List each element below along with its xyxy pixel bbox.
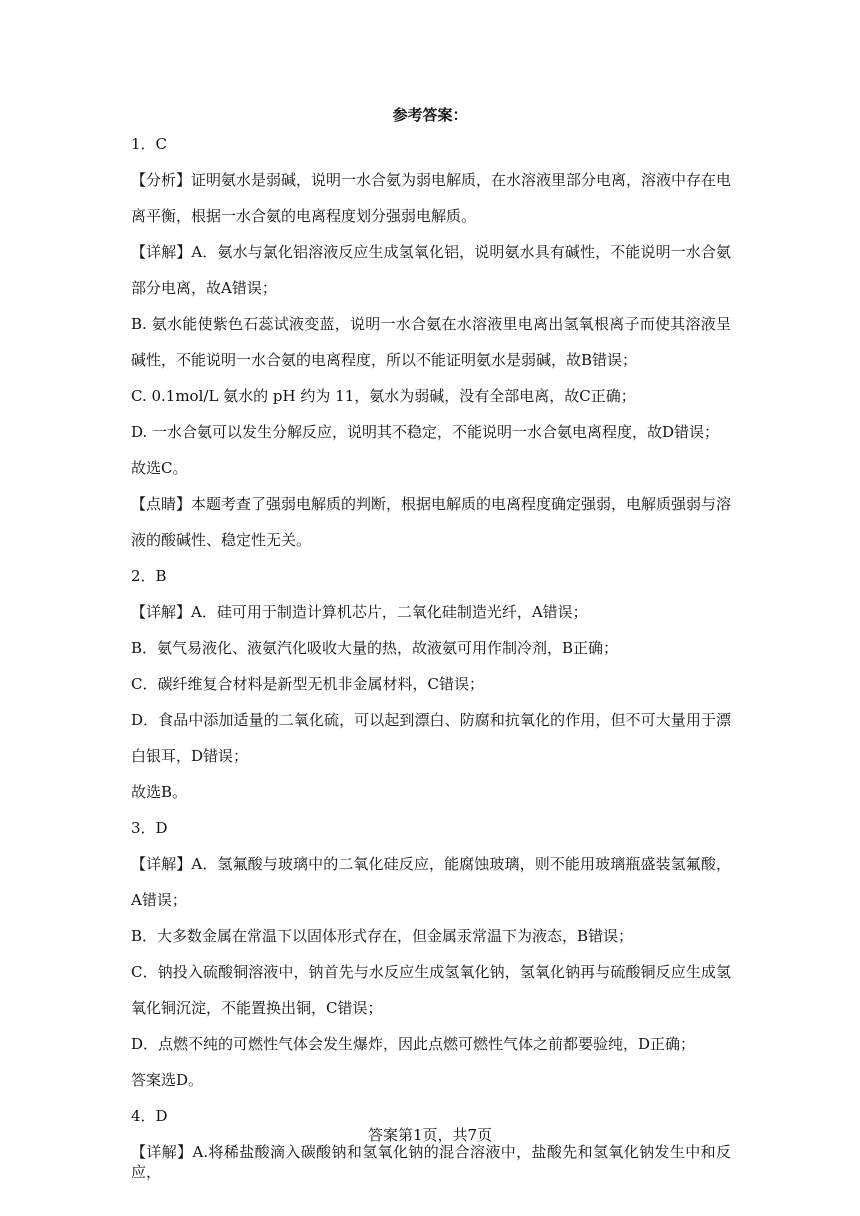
- paragraph: 【详解】A．硅可用于制造计算机芯片，二氧化硅制造光纤，A错误；: [131, 603, 588, 621]
- answer-title: 参考答案：: [392, 106, 468, 124]
- paragraph: 答案选D。: [131, 1071, 204, 1089]
- paragraph: C. 0.1mol/L 氨水的 pH 约为 11，氨水为弱碱，没有全部电离，故C正确；: [131, 387, 636, 405]
- paragraph: D．点燃不纯的可燃性气体会发生爆炸，因此点燃可燃性气体之前都要验纯，D正确；: [131, 1035, 696, 1053]
- paragraph: D．食品中添加适量的二氧化硫，可以起到漂白、防腐和抗氧化的作用，但不可大量用于漂白银耳，D错误；: [131, 711, 731, 765]
- paragraph: 【详解】A.将稀盐酸滴入碳酸钠和氢氧化钠的混合溶液中，盐酸先和氢氧化钠发生中和反应，: [131, 1143, 731, 1181]
- paragraph: 故选B。: [131, 783, 188, 801]
- paragraph: 1．C: [131, 135, 168, 153]
- paragraph: 【点睛】本题考查了强弱电解质的判断，根据电解质的电离程度确定强弱，电解质强弱与溶液的酸碱性、稳定性无关。: [131, 495, 732, 549]
- paragraph: B．大多数金属在常温下以固体形式存在，但金属汞常温下为液态，B错误；: [131, 927, 634, 945]
- paragraph: D. 一水合氨可以发生分解反应，说明其不稳定，不能说明一水合氨电离程度，故D错误；: [131, 423, 720, 441]
- page-footer: 答案第1页，共7页: [367, 1126, 493, 1144]
- paragraph: 4．D: [131, 1107, 168, 1125]
- paragraph: C．钠投入硫酸铜溶液中，钠首先与水反应生成氢氧化钠，氢氧化钠再与硫酸铜反应生成氢氧化铜沉淀，不能置换出铜，C错误；: [131, 963, 731, 1017]
- answer-content: [131, 134, 731, 1198]
- paragraph: 【分析】证明氨水是弱碱，说明一水合氨为弱电解质，在水溶液里部分电离，溶液中存在电离平衡，根据一水合氨的电离程度划分强弱电解质。: [131, 171, 732, 225]
- paragraph: 2．B: [131, 567, 167, 585]
- paragraph: 【详解】A．氨水与氯化铝溶液反应生成氢氧化铝，说明氨水具有碱性，不能说明一水合氨部分电离，故A错误；: [131, 243, 731, 297]
- paragraph: 【详解】A．氢氟酸与玻璃中的二氧化硅反应，能腐蚀玻璃，则不能用玻璃瓶盛装氢氟酸，A错误；: [131, 855, 731, 909]
- paragraph: 3．D: [131, 819, 168, 837]
- paragraph: C．碳纤维复合材料是新型无机非金属材料，C错误；: [131, 675, 484, 693]
- paragraph: B. 氨水能使紫色石蕊试液变蓝，说明一水合氨在水溶液里电离出氢氧根离子而使其溶液呈碱性，不能说明一水合氨的电离程度，所以不能证明氨水是弱碱，故B错误；: [131, 315, 731, 369]
- paragraph: 故选C。: [131, 459, 188, 477]
- paragraph: B．氨气易液化、液氨汽化吸收大量的热，故液氨可用作制冷剂，B正确；: [131, 639, 619, 657]
